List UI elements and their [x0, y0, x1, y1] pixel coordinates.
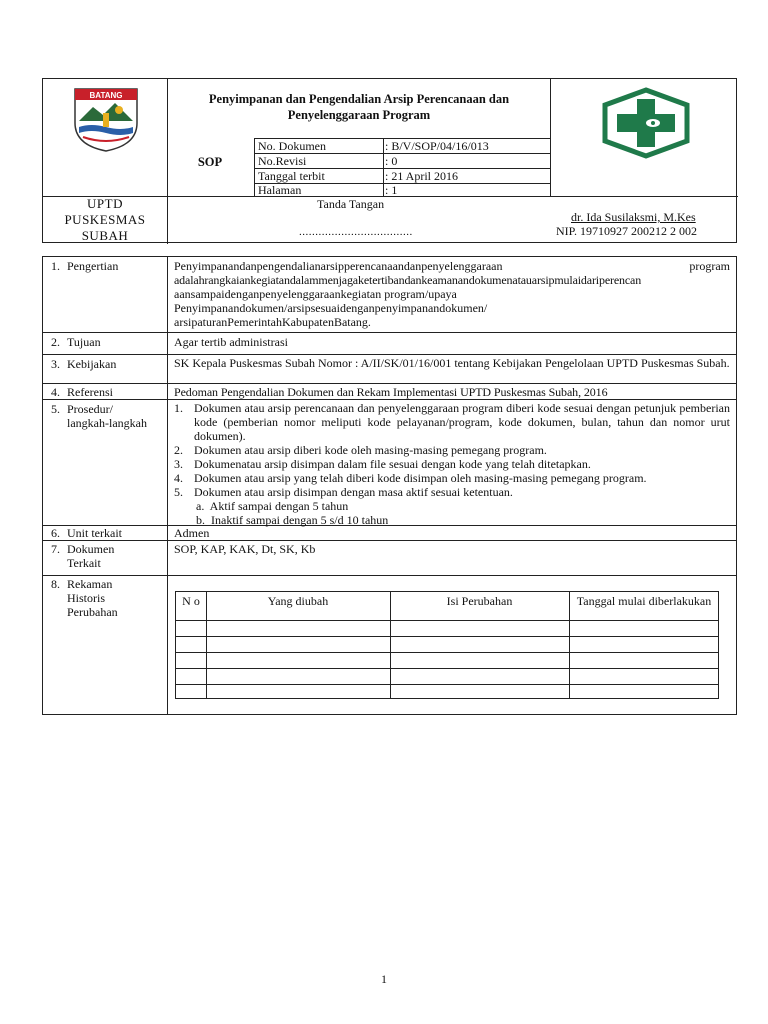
procedure-step: 1. Dokumen atau arsip perencanaan dan penyelenggaraan program diberi kode sesuai dengan petunjuk pemberian kode (pemberian nomor meliputi kode pelayanan/program, kode dokumen, bulan, tahun dan nomor urut dokumen).	[174, 401, 730, 443]
section-value-dokumen-terkait: SOP, KAP, KAK, Dt, SK, Kb	[174, 542, 316, 556]
section-value-tujuan: Agar tertib administrasi	[174, 335, 288, 349]
section-label-kebijakan: 3. Kebijakan	[51, 357, 117, 371]
section-label-dokumen-terkait: 7. Dokumen Terkait	[51, 542, 115, 570]
procedure-substep: b. Inaktif sampai dengan 5 s/d 10 tahun	[196, 513, 389, 527]
sop-label: SOP	[197, 155, 223, 169]
procedure-step: 3. Dokumenatau arsip disimpan dalam file sesuai dengan kode yang telah ditetapkan.	[174, 457, 591, 471]
procedure-step: 2. Dokumen atau arsip diberi kode oleh masing-masing pemegang program.	[174, 443, 547, 457]
column-header-isi-perubahan: Isi Perubahan	[446, 594, 513, 608]
sop-body-table	[42, 256, 737, 715]
meta-value-halaman: : 1	[385, 183, 398, 197]
section-value-prosedur	[174, 401, 730, 527]
meta-label-tanggal-terbit: Tanggal terbit	[258, 169, 325, 183]
meta-value-tanggal-terbit: : 21 April 2016	[385, 169, 459, 183]
procedure-step: 5. Dokumen atau arsip disimpan dengan masa aktif sesuai ketentuan.	[174, 485, 513, 499]
section-label-rekaman-historis: 8. Rekaman Historis Perubahan	[51, 577, 118, 619]
section-value-referensi: Pedoman Pengendalian Dokumen dan Rekam Implementasi UPTD Puskesmas Subah, 2016	[174, 385, 608, 399]
organization-name: UPTD PUSKESMAS SUBAH	[64, 196, 146, 243]
procedure-step: 4. Dokumen atau arsip yang telah diberi kode disimpan oleh masing-masing pemegang program.	[174, 471, 647, 485]
section-value-unit-terkait: Admen	[174, 526, 210, 540]
section-label-tujuan: 2. Tujuan	[51, 335, 101, 349]
revision-history-table	[175, 591, 719, 699]
section-label-pengertian: 1. Pengertian	[51, 259, 119, 273]
meta-value-no-revisi: : 0	[385, 154, 398, 168]
signer-name: dr. Ida Susilaksmi, M.Kes	[571, 210, 696, 224]
column-header-no: N o	[182, 594, 200, 608]
signature-caption: Tanda Tangan	[317, 197, 385, 211]
puskesmas-logo-icon	[599, 87, 693, 159]
sop-header-table	[42, 78, 737, 243]
batang-regency-emblem-icon	[69, 83, 143, 153]
signature-line: ...................................	[299, 226, 413, 238]
section-label-prosedur: 5. Prosedur/ langkah-langkah	[51, 402, 147, 430]
section-value-pengertian: Penyimpanandanpengendalianarsipperencanaandanpenyelenggaraan program adalahrangkaiankegiatandalammenjagaketertibandankeamanandokumenatauarsipmulaidariperencan aansampaidenganpenyelenggaraankegiatan program/upaya Penyimpanandokumen/arsipsesuaidenganpenyimpanandokumen/ arsipaturanPemerintahKabupatenBatang.	[174, 259, 730, 329]
section-label-unit-terkait: 6. Unit terkait	[51, 526, 122, 540]
section-label-referensi: 4. Referensi	[51, 385, 113, 399]
page-number: 1	[381, 972, 387, 986]
meta-label-no-dokumen: No. Dokumen	[258, 139, 326, 153]
document-title: Penyimpanan dan Pengendalian Arsip Perencanaan dan Penyelenggaraan Program	[208, 92, 510, 122]
column-header-tanggal-mulai: Tanggal mulai diberlakukan	[576, 594, 712, 608]
meta-value-no-dokumen: : B/V/SOP/04/16/013	[385, 139, 489, 153]
meta-label-no-revisi: No.Revisi	[258, 154, 307, 168]
column-header-yang-diubah: Yang diubah	[267, 594, 329, 608]
meta-label-halaman: Halaman	[258, 183, 302, 197]
signer-nip: NIP. 19710927 200212 2 002	[556, 224, 698, 238]
section-value-kebijakan: SK Kepala Puskesmas Subah Nomor : A/II/SK/01/16/001 tentang Kebijakan Pengelolaan UPTD Puskesmas Subah.	[174, 356, 730, 370]
procedure-substep: a. Aktif sampai dengan 5 tahun	[196, 499, 349, 513]
svg-text:BATANG: BATANG	[89, 91, 123, 100]
